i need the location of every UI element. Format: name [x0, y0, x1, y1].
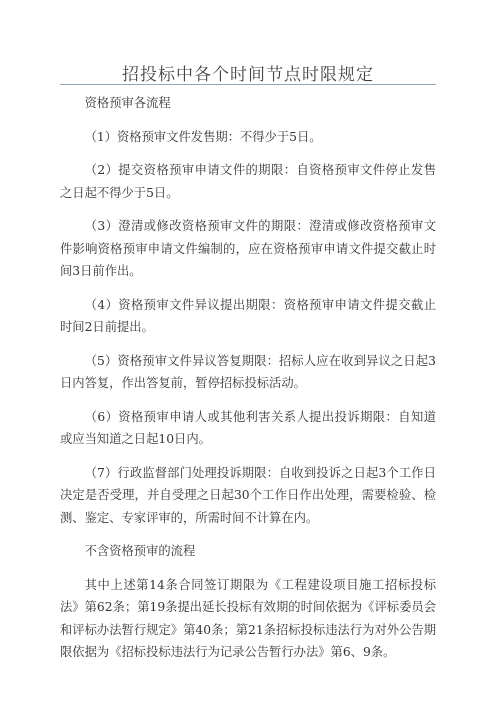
paragraph-item-3: （3）澄清或修改资格预审文件的期限：澄清或修改资格预审文件影响资格预审申请文件编制的，应在资格预审申请文件提交截止时间3日前作出。: [60, 219, 436, 278]
document-body: [60, 92, 436, 675]
section-heading-prequalification: 资格预审各流程: [84, 96, 171, 110]
paragraph-item-2: （2）提交资格预审申请文件的期限：自资格预审文件停止发售之日起不得少于5日。: [60, 163, 436, 200]
document-title: 招投标中各个时间节点时限规定: [122, 65, 374, 85]
paragraph-item-5: （5）资格预审文件异议答复期限：招标人应在收到异议之日起3日内答复，作出答复前，暂停招标投标活动。: [60, 353, 436, 390]
paragraph-legal-basis: 其中上述第14条合同签订期限为《工程建设项目施工招标投标法》第62条；第19条提出延长投标有效期的时间依据为《评标委员会和评标办法暂行规定》第40条；第21条招标投标违法行为对外公告期限依据为《招标投标违法行为记录公告暂行办法》第6、9条。: [60, 577, 436, 659]
section-heading-no-prequalification: 不含资格预审的流程: [84, 544, 196, 558]
paragraph-item-6: （6）资格预审申请人或其他利害关系人提出投诉期限：自知道或应当知道之日起10日内。: [60, 409, 436, 446]
paragraph-item-1: （1）资格预审文件发售期：不得少于5日。: [84, 129, 322, 144]
paragraph-item-7: （7）行政监督部门处理投诉期限：自收到投诉之日起3个工作日决定是否受理，并自受理之日起30个工作日作出处理，需要检验、检测、鉴定、专家评审的，所需时间不计算在内。: [60, 465, 436, 525]
title-divider: [60, 84, 436, 85]
paragraph-item-4: （4）资格预审文件异议提出期限：资格预审申请文件提交截止时间2日前提出。: [60, 297, 436, 334]
